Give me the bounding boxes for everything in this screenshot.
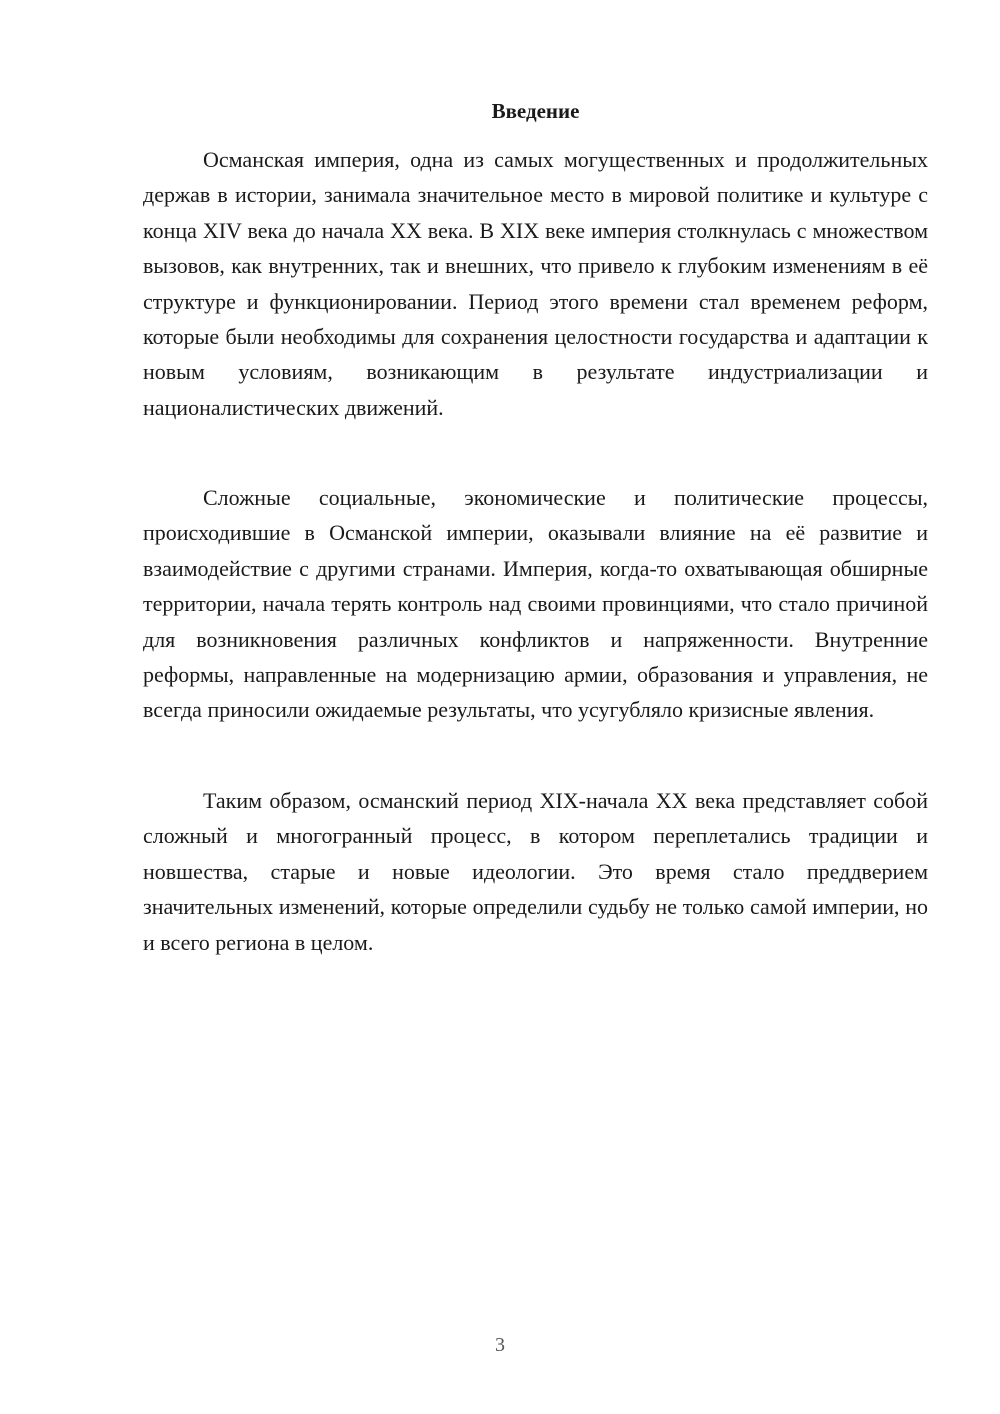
page-number: 3 <box>495 1334 505 1356</box>
paragraph-2: Сложные социальные, экономические и политические процессы, происходившие в Османской империи, оказывали влияние на её развитие и взаимодействие с другими странами. Империя, когда-то охватывающая обширные территории, начала терять контроль над своими провинциями, что стало причиной для возникновения различных конфликтов и напряженности. Внутренние реформы, направленные на модернизацию армии, образования и управления, не всегда приносили ожидаемые результаты, что усугубляло кризисные явления. <box>143 485 928 723</box>
paragraph-3: Таким образом, османский период XIX-начала XX века представляет собой сложный и многогранный процесс, в котором переплетались традиции и новшества, старые и новые идеологии. Это время стало преддверием значительных изменений, которые определили судьбу не только самой империи, но и всего региона в целом. <box>143 788 928 955</box>
paragraph-1: Османская империя, одна из самых могущественных и продолжительных держав в истории, занимала значительное место в мировой политике и культуре с конца XIV века до начала XX века. В XIX веке империя столкнулась с множеством вызовов, как внутренних, так и внешних, что привело к глубоким изменениям в её структуре и функционировании. Период этого времени стал временем реформ, которые были необходимы для сохранения целостности государства и адаптации к новым условиям, возникающим в результате индустриализации и националистических движений. <box>143 147 928 420</box>
section-title: Введение <box>491 99 580 123</box>
